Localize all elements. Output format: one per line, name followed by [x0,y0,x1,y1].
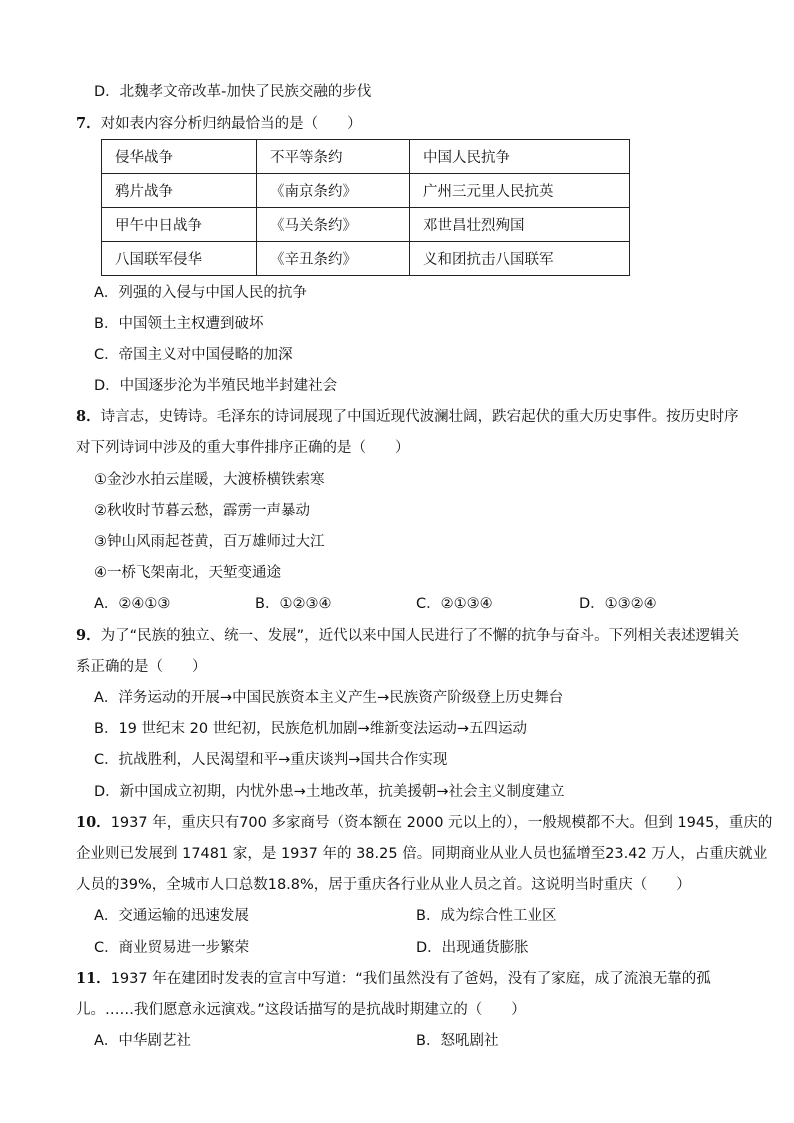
q7-stem-text: 对如表内容分析归纳最恰当的是（ ） [100,116,362,132]
q11-stem-text: 1937 年在建团时发表的宣言中写道：“我们虽然没有了爸妈，没有了家庭，成了流浪无靠的孤 [110,971,711,987]
q11-stem-line2: 儿。……我们愿意永远演戏。”这段话描写的是抗战时期建立的（ ） [76,1002,526,1018]
q10-number: 10． [76,814,111,831]
q11-stem-line1 [76,969,711,989]
q7-history-table [101,139,630,276]
q8-stem-line2: 对下列诗词中涉及的重大事件排序正确的是（ ） [76,440,410,456]
q9-stem-text: 为了“民族的独立、统一、发展”，近代以来中国人民进行了不懈的抗争与奋斗。下列相关表述逻辑关 [100,628,740,644]
q7-option-c[interactable]: C．帝国主义对中国侵略的加深 [94,347,293,363]
q10-option-b[interactable]: B．成为综合性工业区 [416,908,557,924]
q10-option-a[interactable]: A．交通运输的迅速发展 [94,908,249,924]
table-cell: 中国人民抗争 [410,140,630,174]
table-cell: 义和团抗击八国联军 [410,242,630,276]
q7-stem [76,114,362,134]
q8-options-row [94,594,714,614]
q10-stem-line2: 企业则已发展到 17481 家，是 1937 年的 38.25 倍。同期商业从业人员也猛增至23.42 万人，占重庆就业 [76,846,768,862]
q7-number: 7． [76,115,101,132]
q7-option-a[interactable]: A．列强的入侵与中国人民的抗争 [94,285,307,301]
table-cell: 侵华战争 [102,140,257,174]
q11-option-b[interactable]: B．怒吼剧社 [416,1033,499,1049]
q8-poem-2: ②秋收时节暮云愁，霹雳一声暴动 [94,503,310,519]
table-cell: 不平等条约 [257,140,410,174]
table-cell: 鸦片战争 [102,174,257,208]
table-cell: 邓世昌壮烈殉国 [410,208,630,242]
table-row [102,208,630,242]
q8-poem-4: ④一桥飞架南北，天堑变通途 [94,565,281,581]
q6-option-d: D．北魏孝文帝改革-加快了民族交融的步伐 [94,84,372,100]
q8-option-a[interactable]: A．②④①③ [94,596,171,612]
q9-stem-line1 [76,626,739,646]
table-cell: 甲午中日战争 [102,208,257,242]
q10-stem-line1 [76,813,772,833]
q7-option-d[interactable]: D．中国逐步沦为半殖民地半封建社会 [94,378,338,394]
table-row [102,140,630,174]
q11-option-a[interactable]: A．中华剧艺社 [94,1033,191,1049]
q9-stem-line2: 系正确的是（ ） [76,659,207,675]
table-cell: 《辛丑条约》 [257,242,410,276]
q8-poem-1: ①金沙水拍云崖暖，大渡桥横铁索寒 [94,472,325,488]
table-cell: 八国联军侵华 [102,242,257,276]
q8-option-d[interactable]: D．①③②④ [579,596,657,612]
table-row [102,242,630,276]
q9-option-c[interactable]: C．抗战胜利，人民渴望和平→重庆谈判→国共合作实现 [94,752,448,768]
table-cell: 广州三元里人民抗英 [410,174,630,208]
q10-options-row1 [94,906,734,926]
q11-options-row1 [94,1031,734,1051]
q7-option-b[interactable]: B．中国领土主权遭到破坏 [94,316,264,332]
q11-number: 11． [76,970,111,987]
q10-stem-line3: 人员的39%，全城市人口总数18.8%，居于重庆各行业从业人员之首。这说明当时重庆（ ） [76,877,691,893]
q8-stem-line1 [76,407,739,427]
q9-option-a[interactable]: A．洋务运动的开展→中国民族资本主义产生→民族资产阶级登上历史舞台 [94,690,564,706]
q10-stem-text: 1937 年，重庆只有700 多家商号（资本额在 2000 元以上的），一般规模都不大。但到 1945，重庆的 [110,815,773,831]
q9-option-d[interactable]: D．新中国成立初期，内忧外患→土地改革，抗美援朝→社会主义制度建立 [94,784,565,800]
q8-stem-text: 诗言志，史铸诗。毛泽东的诗词展现了中国近现代波澜壮阔，跌宕起伏的重大历史事件。按历史时序 [100,409,739,425]
q9-number: 9． [76,627,101,644]
table-row [102,174,630,208]
q10-options-row2 [94,938,734,958]
q9-option-b[interactable]: B．19 世纪末 20 世纪初，民族危机加剧→维新变法运动→五四运动 [94,721,527,737]
q10-option-c[interactable]: C．商业贸易进一步繁荣 [94,940,250,956]
table-cell: 《马关条约》 [257,208,410,242]
q10-option-d[interactable]: D．出现通货膨胀 [416,940,529,956]
q8-poem-3: ③钟山风雨起苍黄，百万雄师过大江 [94,534,325,550]
q8-option-c[interactable]: C．②①③④ [416,596,493,612]
q8-option-b[interactable]: B．①②③④ [255,596,332,612]
table-cell: 《南京条约》 [257,174,410,208]
q8-number: 8． [76,408,101,425]
